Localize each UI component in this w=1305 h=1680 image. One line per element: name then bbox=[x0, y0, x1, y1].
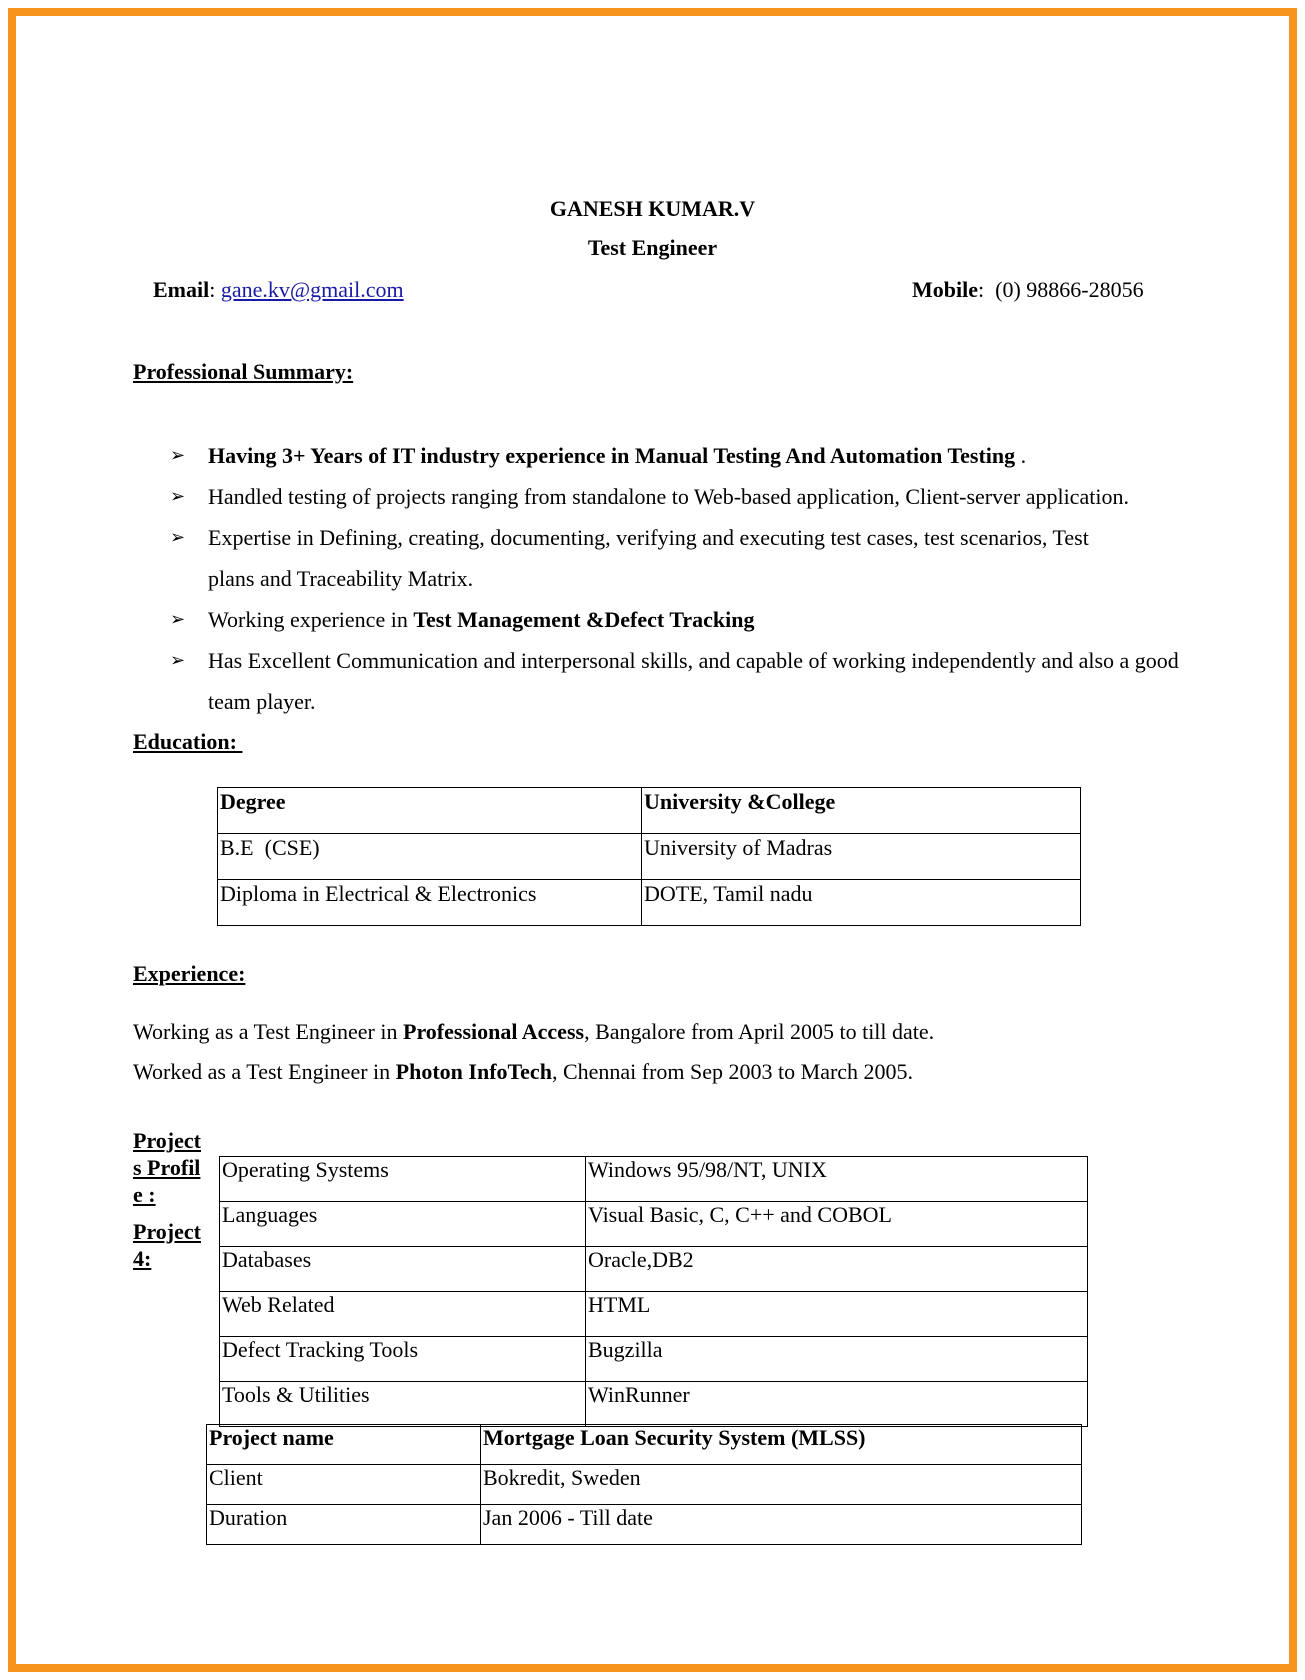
bullet-text: Expertise in Defining, creating, documenting, verifying and executing test cases, test scenarios, Test plans and Traceability Matrix. bbox=[208, 525, 1089, 591]
bullet-bold-text: Having 3+ Years of IT industry experience in Manual Testing And Automation Testing bbox=[208, 443, 1016, 468]
project-details-table bbox=[206, 1424, 1082, 1545]
bullet-text: Handled testing of projects ranging from standalone to Web-based application, Client-server application. bbox=[208, 484, 1129, 509]
projects-profile-heading: Projects Profile : bbox=[133, 1128, 201, 1207]
table-row bbox=[207, 1505, 1082, 1545]
table-row bbox=[220, 1337, 1088, 1382]
table-cell: Databases bbox=[220, 1247, 586, 1292]
experience-text: , Bangalore from April 2005 to till date. bbox=[584, 1019, 935, 1044]
table-cell: Diploma in Electrical & Electronics bbox=[218, 880, 642, 926]
table-row bbox=[220, 1247, 1088, 1292]
projects-side-heading bbox=[133, 1127, 203, 1272]
table-cell: DOTE, Tamil nadu bbox=[642, 880, 1081, 926]
experience-line bbox=[133, 1019, 934, 1045]
email-link[interactable]: gane.kv@gmail.com bbox=[220, 277, 404, 302]
table-cell: WinRunner bbox=[586, 1382, 1088, 1427]
table-row bbox=[220, 1292, 1088, 1337]
list-item bbox=[170, 476, 1170, 517]
company-name: Professional Access bbox=[403, 1019, 585, 1044]
table-cell: Project name bbox=[207, 1425, 481, 1465]
bullet-bold-text: Test Management &Defect Tracking bbox=[413, 607, 755, 632]
table-row bbox=[220, 1157, 1088, 1202]
table-cell: Client bbox=[207, 1465, 481, 1505]
table-cell: Operating Systems bbox=[220, 1157, 586, 1202]
table-row bbox=[218, 834, 1081, 880]
arrow-bullet-icon: ➢ bbox=[170, 609, 186, 629]
bullet-text: Has Excellent Communication and interpersonal skills, and capable of working independently and also a good team player. bbox=[208, 648, 1179, 714]
arrow-bullet-icon: ➢ bbox=[170, 486, 186, 506]
list-item bbox=[170, 599, 1170, 640]
summary-list bbox=[170, 435, 1179, 722]
education-heading: Education: bbox=[133, 729, 243, 754]
bullet-text: Working experience in bbox=[208, 607, 414, 632]
table-cell: B.E (CSE) bbox=[218, 834, 642, 880]
mobile-line: Mobile: (0) 98866-28056 bbox=[912, 277, 1144, 302]
table-cell: Oracle,DB2 bbox=[586, 1247, 1088, 1292]
project-number-heading: Project 4: bbox=[133, 1219, 201, 1271]
table-cell: Jan 2006 - Till date bbox=[481, 1505, 1082, 1545]
table-cell: Bugzilla bbox=[586, 1337, 1088, 1382]
table-cell: Defect Tracking Tools bbox=[220, 1337, 586, 1382]
experience-text: , Chennai from Sep 2003 to March 2005. bbox=[551, 1059, 914, 1084]
experience-text: Working as a Test Engineer in bbox=[133, 1019, 403, 1044]
table-header-cell: Degree bbox=[218, 788, 642, 834]
candidate-name: GANESH KUMAR.V bbox=[549, 196, 756, 221]
arrow-bullet-icon: ➢ bbox=[170, 650, 186, 670]
table-cell: Tools & Utilities bbox=[220, 1382, 586, 1427]
experience-line bbox=[133, 1059, 913, 1085]
mobile-number: (0) 98866-28056 bbox=[995, 277, 1144, 302]
bullet-text: . bbox=[1015, 443, 1027, 468]
table-cell: Bokredit, Sweden bbox=[481, 1465, 1082, 1505]
list-item bbox=[170, 517, 1138, 599]
education-table bbox=[217, 787, 1081, 926]
list-item bbox=[170, 435, 1170, 476]
company-name: Photon InfoTech bbox=[395, 1059, 552, 1084]
table-cell: HTML bbox=[586, 1292, 1088, 1337]
table-row bbox=[220, 1202, 1088, 1247]
table-cell: Windows 95/98/NT, UNIX bbox=[586, 1157, 1088, 1202]
list-item bbox=[170, 640, 1208, 722]
table-cell: Languages bbox=[220, 1202, 586, 1247]
experience-heading: Experience: bbox=[133, 961, 246, 986]
arrow-bullet-icon: ➢ bbox=[170, 527, 186, 547]
email-line: Email: gane.kv@gmail.com bbox=[153, 277, 404, 302]
table-row bbox=[207, 1465, 1082, 1505]
email-label: Email bbox=[153, 277, 210, 302]
table-cell: Web Related bbox=[220, 1292, 586, 1337]
table-cell: Visual Basic, C, C++ and COBOL bbox=[586, 1202, 1088, 1247]
table-header-row bbox=[218, 788, 1081, 834]
summary-heading: Professional Summary: bbox=[133, 359, 354, 384]
technology-table bbox=[219, 1156, 1088, 1427]
table-header-cell: University &College bbox=[642, 788, 1081, 834]
candidate-role: Test Engineer bbox=[587, 235, 718, 260]
table-cell: Duration bbox=[207, 1505, 481, 1545]
arrow-bullet-icon: ➢ bbox=[170, 445, 186, 465]
mobile-label: Mobile bbox=[912, 277, 978, 302]
experience-text: Worked as a Test Engineer in bbox=[133, 1059, 396, 1084]
table-row bbox=[218, 880, 1081, 926]
table-row bbox=[207, 1425, 1082, 1465]
table-cell: Mortgage Loan Security System (MLSS) bbox=[481, 1425, 1082, 1465]
table-row bbox=[220, 1382, 1088, 1427]
table-cell: University of Madras bbox=[642, 834, 1081, 880]
